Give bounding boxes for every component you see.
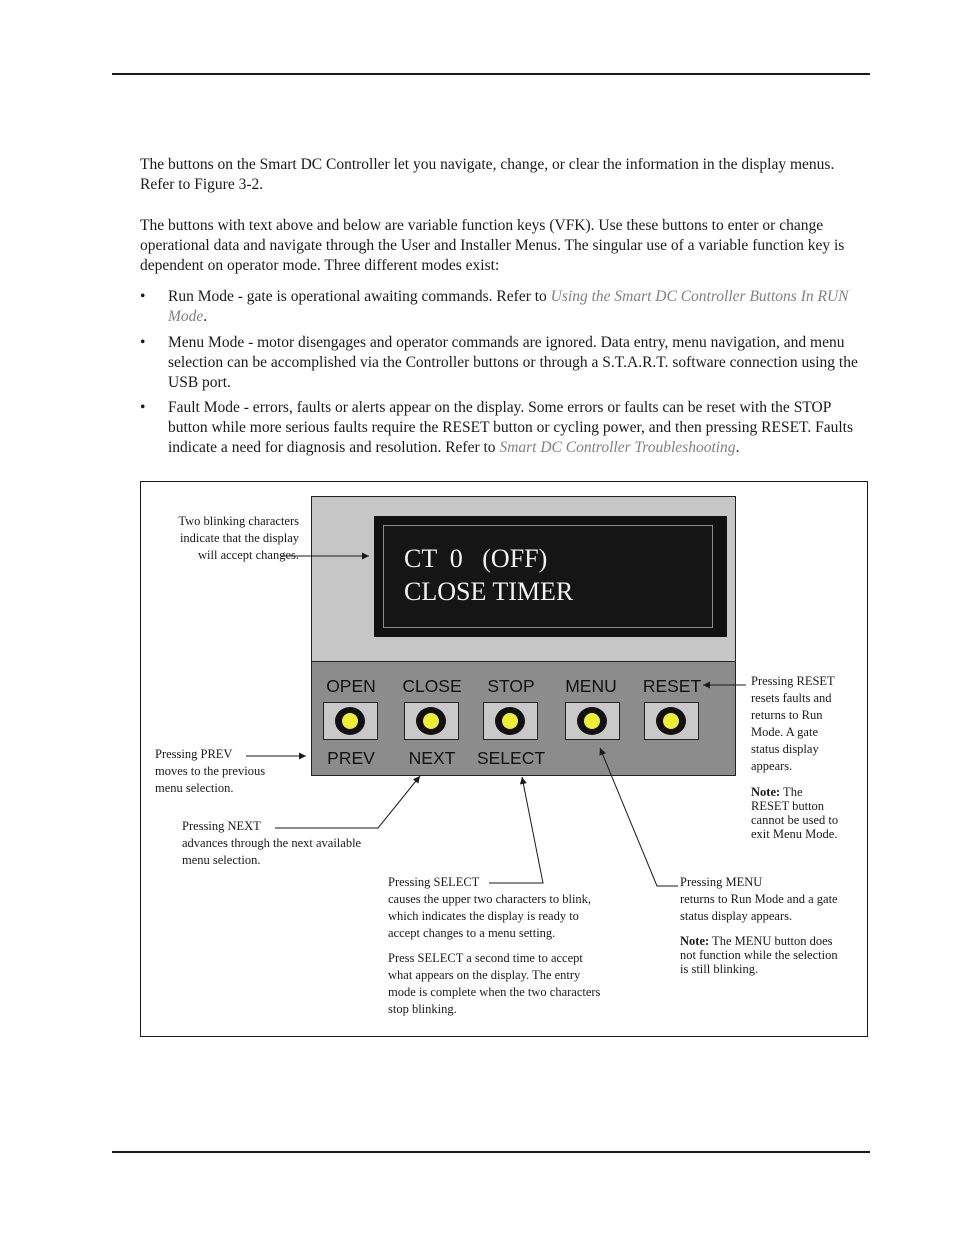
label-next: NEXT	[408, 748, 456, 768]
callout-reset-note: Note: The RESET button cannot be used to exit Menu Mode.	[751, 785, 839, 841]
callout-menu-note: Note: The MENU button does not function while the selection is still blinking.	[680, 934, 838, 976]
lcd-line-1: CT 0 (OFF)	[404, 544, 548, 573]
footer-rule	[112, 1151, 870, 1153]
stop-select-button[interactable]	[483, 702, 538, 740]
button-led-icon	[656, 707, 686, 735]
button-led-icon	[495, 707, 525, 735]
callout-select: Pressing SELECT causes the upper two characters to blink, which indicates the display is ready to accept changes to a menu setting. Press SELECT a second time to accept what appears on the display. The entry mode is complete when the two characters stop blinking.	[388, 875, 601, 1016]
button-led-icon	[577, 707, 607, 735]
bullet-fault-mode-text: Fault Mode - errors, faults or alerts appear on the display. Some errors or faults can be reset with the STOP button while more serious faults require the RESET button or cycling power, and then pressing RESET. Faults indicate a need for diagnosis and resolution. Refer to	[168, 399, 853, 456]
callout-prev: Pressing PREV moves to the previous menu selection.	[155, 747, 266, 795]
button-led-icon	[416, 707, 446, 735]
label-menu: MENU	[565, 676, 617, 696]
label-reset: RESET	[642, 676, 702, 696]
xref-link-troubleshooting[interactable]: Smart DC Controller Troubleshooting	[499, 439, 736, 456]
intro-paragraph-1: The buttons on the Smart DC Controller let you navigate, change, or clear the information in the display menus. Refer to Figure 3-2.	[140, 156, 835, 193]
callout-next: Pressing NEXT advances through the next available menu selection.	[182, 819, 362, 867]
bullet-marker: •	[140, 399, 146, 416]
label-close: CLOSE	[402, 676, 462, 696]
callout-menu: Pressing MENU returns to Run Mode and a gate status display appears.	[680, 875, 838, 923]
callout-blinking: Two blinking characters indicate that the display will accept changes.	[178, 514, 299, 562]
lcd-line-2: CLOSE TIMER	[404, 577, 574, 606]
bullet-run-mode-text: Run Mode - gate is operational awaiting commands. Refer to	[168, 288, 551, 305]
bullet-marker: •	[140, 334, 146, 351]
close-next-button[interactable]	[404, 702, 459, 740]
xref-link-run-mode[interactable]: Using the Smart DC Controller Buttons In RUN Mode	[168, 288, 849, 325]
header-rule	[112, 73, 870, 75]
open-prev-button[interactable]	[323, 702, 378, 740]
button-led-icon	[335, 707, 365, 735]
reset-button[interactable]	[644, 702, 699, 740]
intro-paragraph-2: The buttons with text above and below are variable function keys (VFK). Use these buttons to enter or change operational data and navigate through the User and Installer Menus. The singular use of a variable function key is dependent on operator mode. Three different modes exist:	[140, 217, 845, 274]
bullet-menu-mode-text: Menu Mode - motor disengages and operator commands are ignored. Data entry, menu navigation, and menu selection can be accomplished via the Controller buttons or through a S.T.A.R.T. software connection using the USB port.	[168, 334, 858, 391]
menu-button[interactable]	[565, 702, 620, 740]
label-select: SELECT	[476, 748, 546, 768]
callout-reset: Pressing RESET resets faults and returns to Run Mode. A gate status display appears.	[751, 674, 835, 773]
label-stop: STOP	[487, 676, 535, 696]
label-prev: PREV	[327, 748, 375, 768]
label-open: OPEN	[326, 676, 376, 696]
bullet-marker: •	[140, 288, 146, 305]
